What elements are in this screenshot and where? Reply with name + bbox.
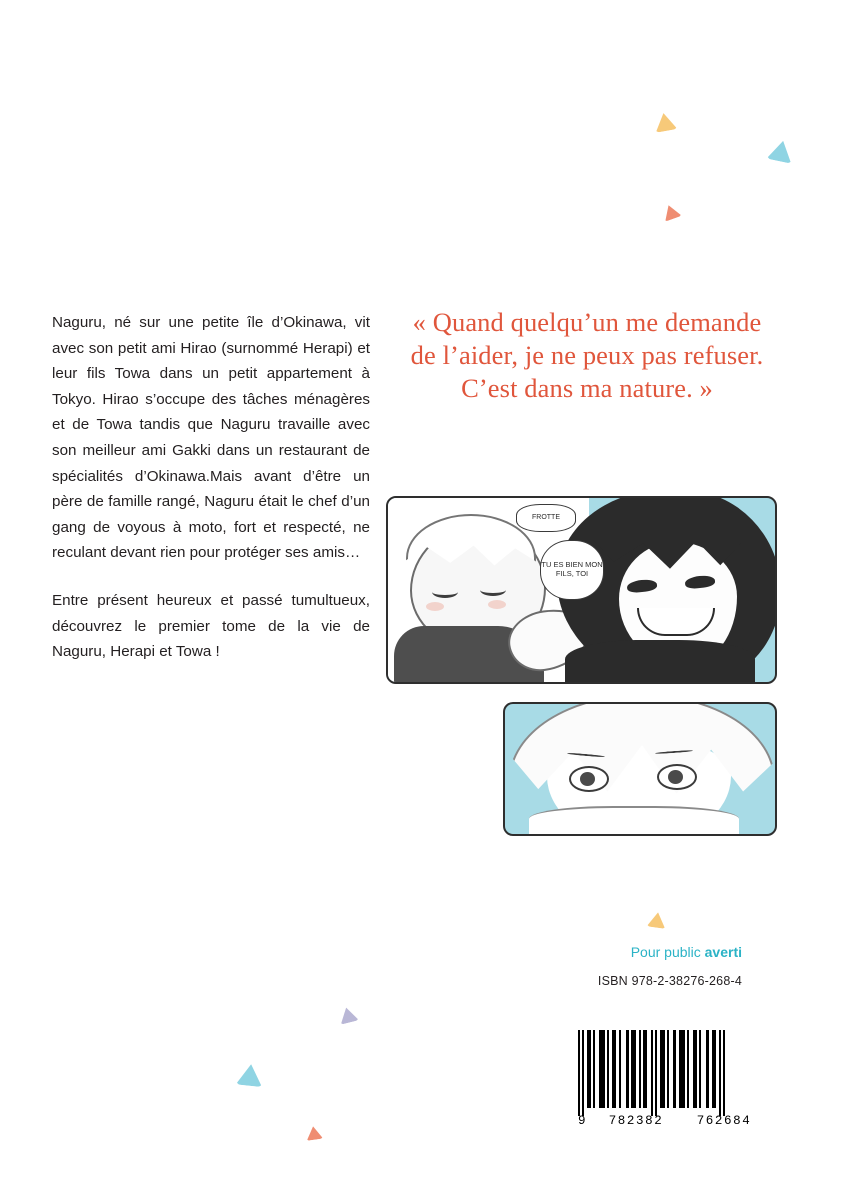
audience-label: averti [704, 944, 742, 960]
man-collar-shape [565, 640, 755, 684]
panel-2-artwork [505, 704, 775, 834]
child-blush-left [426, 602, 444, 611]
speech-bubble-2: TU ES BIEN MON FILS, TOI [540, 540, 604, 600]
confetti-triangle [653, 111, 678, 133]
synopsis-paragraph-1: Naguru, né sur une petite île d’Okinawa, vit avec son petit ami Hirao (surnommé Herapi) et leur fils Towa dans un petit appartement à Tokyo. Hirao s’occupe des tâches ménagères et de Towa tandis que Naguru travaille avec son meilleur ami Gakki dans un restaurant de spécialités d’Okinawa.Mais avant d’être un père de famille rangé, Naguru était le chef d’un gang de voyous à moto, fort et respecté, ne reculant devant rien pour protéger ses amis… [52, 314, 370, 562]
confetti-triangle [236, 1063, 265, 1087]
confetti-triangle [766, 138, 795, 164]
panel-1-artwork [388, 498, 775, 682]
synopsis-text [52, 310, 370, 665]
barcode-bar [723, 1030, 725, 1116]
pull-quote: « Quand quelqu’un me demande de l’aider, je ne peux pas refuser. C’est dans ma nature. » [410, 307, 764, 403]
barcode-lead-digit: 9 [578, 1114, 588, 1128]
audience-notice [446, 944, 742, 960]
barcode-digits [578, 1114, 768, 1128]
audience-prefix: Pour public [630, 944, 705, 960]
child-blush-right [488, 600, 506, 609]
barcode-group-2: 762684 [696, 1114, 752, 1128]
child-eye-left [432, 586, 458, 598]
young-man-shirt-shape [529, 806, 739, 836]
manga-panel-2 [503, 702, 777, 836]
confetti-triangle [647, 911, 668, 929]
child-eye-right [480, 584, 506, 596]
pupil [580, 772, 595, 786]
young-man-eye-right [657, 764, 697, 790]
confetti-triangle [305, 1125, 323, 1141]
confetti-triangle [660, 202, 681, 222]
young-man-eye-left [569, 766, 609, 792]
barcode-bars [578, 1030, 768, 1116]
speech-bubble-1: FROTTE [516, 504, 576, 532]
barcode [578, 1030, 768, 1142]
synopsis-paragraph-2: Entre présent heureux et passé tumultueux, découvrez le premier tome de la vie de Naguru, Herapi et Towa ! [52, 591, 370, 661]
manga-panel-1 [386, 496, 777, 684]
isbn-text: ISBN 978-2-38276-268-4 [597, 974, 742, 988]
barcode-group-1: 782382 [608, 1114, 664, 1128]
confetti-triangle [337, 1005, 359, 1024]
pupil [668, 770, 683, 784]
